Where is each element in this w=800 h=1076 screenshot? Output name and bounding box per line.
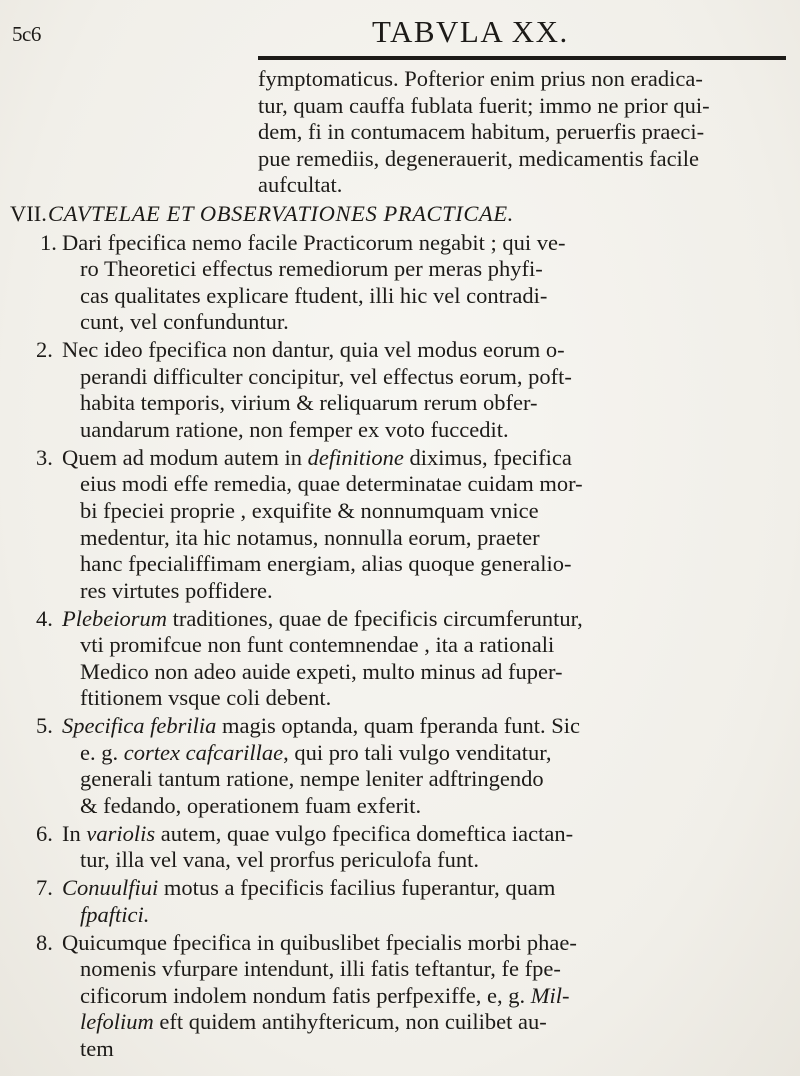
text-run: pue remediis, degenerauerit, medicamentis facile <box>258 145 700 171</box>
item-number: 8. <box>36 929 53 955</box>
text-run: e. g. <box>80 739 124 765</box>
item-line <box>80 1036 114 1062</box>
italic-text: variolis <box>86 820 156 846</box>
item-line <box>80 685 331 711</box>
item-line <box>62 713 580 739</box>
text-run: nomenis vfurpare intendunt, illi fatis teftantur, fe fpe- <box>80 956 561 982</box>
intro-line <box>258 119 704 145</box>
italic-text: Conuulfiui <box>62 875 159 901</box>
item-line <box>80 283 547 309</box>
text-run: ftitionem vsque coli debent. <box>80 685 332 711</box>
item-line <box>80 632 554 658</box>
text-run: fymptomaticus. Pofterior enim prius non eradica- <box>258 66 703 91</box>
item-number: 2. <box>36 337 53 363</box>
item-line <box>80 390 538 416</box>
section-title: CAVTELAE ET OBSERVATIONES PRACTICAE. <box>48 201 514 226</box>
item-line <box>80 793 421 819</box>
intro-line <box>258 146 699 172</box>
text-run: tur, illa vel vana, vel prorfus periculofa funt. <box>80 847 479 873</box>
item-line <box>62 821 573 847</box>
item-line <box>62 606 583 632</box>
item-line <box>80 659 563 685</box>
item-line <box>80 417 509 443</box>
text-run: & fedando, operationem fuam exferit. <box>80 793 422 818</box>
item-line <box>80 956 561 982</box>
intro-line <box>258 66 703 92</box>
text-run: res virtutes poffidere. <box>80 577 273 603</box>
text-run: cas qualitates explicare ftudent, illi hic vel contradi- <box>80 282 548 308</box>
item-number: 1. <box>40 229 57 255</box>
text-run: aufcultat. <box>258 172 343 198</box>
text-run: dem, fi in contumacem habitum, peruerfis praeci- <box>258 119 705 145</box>
text-run: generali tantum ratione, nempe leniter adftringendo <box>80 766 544 792</box>
intro-line <box>258 172 342 198</box>
page-number: 5c6 <box>12 22 41 46</box>
text-run: tem <box>80 1036 114 1061</box>
item-line <box>80 364 572 390</box>
item-line <box>80 551 571 577</box>
item-line <box>80 309 289 335</box>
italic-text: Plebeiorum <box>62 605 167 631</box>
item-line <box>62 875 555 901</box>
text-run: In <box>62 820 87 846</box>
text-run: eft quidem antihyftericum, non cuilibet au- <box>153 1009 547 1035</box>
item-line <box>62 445 572 471</box>
item-number: 5. <box>36 713 53 739</box>
item-number: 3. <box>36 444 53 470</box>
text-run: hanc fpecialiffimam energiam, alias quoque generalio- <box>80 551 572 577</box>
italic-text: cortex cafcarillae <box>123 739 284 765</box>
text-run: autem, quae vulgo fpecifica domeftica iactan- <box>155 820 574 846</box>
text-run: perandi difficulter concipitur, vel effectus eorum, poft- <box>80 363 572 389</box>
item-line <box>80 256 543 282</box>
item-number: 7. <box>36 875 53 901</box>
text-run: cunt, vel confunduntur. <box>80 309 289 335</box>
text-run: Quem ad modum autem in <box>62 444 308 470</box>
text-run: medentur, ita hic notamus, nonnulla eorum, praeter <box>80 524 540 550</box>
item-line <box>62 930 577 956</box>
italic-text: Mil- <box>530 982 570 1008</box>
italic-text: Specifica febrilia <box>62 713 217 739</box>
item-number: 6. <box>36 820 53 846</box>
intro-line <box>258 93 710 119</box>
text-run: cificorum indolem nondum fatis perfpexiffe, e, g. <box>80 982 531 1008</box>
item-number: 4. <box>36 605 53 631</box>
text-run: habita temporis, virium & reliquarum rerum obfer- <box>80 390 538 416</box>
text-run: ro Theoretici effectus remediorum per meras phyfi- <box>80 256 543 282</box>
item-line <box>80 902 149 928</box>
item-line <box>80 766 544 792</box>
item-line <box>80 525 540 551</box>
running-title: TABVLA XX. <box>372 14 569 49</box>
text-run: eius modi effe remedia, quae determinatae cuidam mor- <box>80 471 583 497</box>
text-run: Nec ideo fpecifica non dantur, quia vel modus eorum o- <box>62 337 565 363</box>
italic-text: lefolium <box>80 1009 154 1035</box>
italic-text: fpaftici. <box>80 901 150 927</box>
item-line <box>62 230 566 256</box>
text-run: vti promifcue non funt contemnendae , ita a rationali <box>80 632 555 658</box>
item-line <box>62 337 565 363</box>
text-run: Medico non adeo auide expeti, multo minus ad fuper- <box>80 658 563 684</box>
text-run: bi fpeciei proprie , exquifite & nonnumquam vnice <box>80 498 539 523</box>
item-line <box>80 740 552 766</box>
item-line <box>80 983 569 1009</box>
text-run: traditiones, quae de fpecificis circumferuntur, <box>166 605 583 631</box>
text-run: diximus, fpecifica <box>403 444 572 470</box>
text-run: motus a fpecificis facilius fuperantur, quam <box>158 875 556 901</box>
text-run: tur, quam cauffa fublata fuerit; immo ne prior qui- <box>258 92 710 118</box>
item-line <box>80 471 583 497</box>
section-number: VII. <box>10 201 47 226</box>
item-line <box>80 847 479 873</box>
text-run: uandarum ratione, non femper ex voto fuccedit. <box>80 417 509 442</box>
text-run: Quicumque fpecifica in quibuslibet fpecialis morbi phae- <box>62 929 577 955</box>
item-line <box>80 1009 547 1035</box>
text-run: Dari fpecifica nemo facile Practicorum negabit ; qui ve- <box>62 229 566 255</box>
item-line <box>80 498 539 524</box>
text-run: , qui pro tali vulgo venditatur, <box>283 739 552 765</box>
item-line <box>80 578 273 604</box>
italic-text: definitione <box>307 444 404 470</box>
text-run: magis optanda, quam fperanda funt. Sic <box>216 713 580 739</box>
